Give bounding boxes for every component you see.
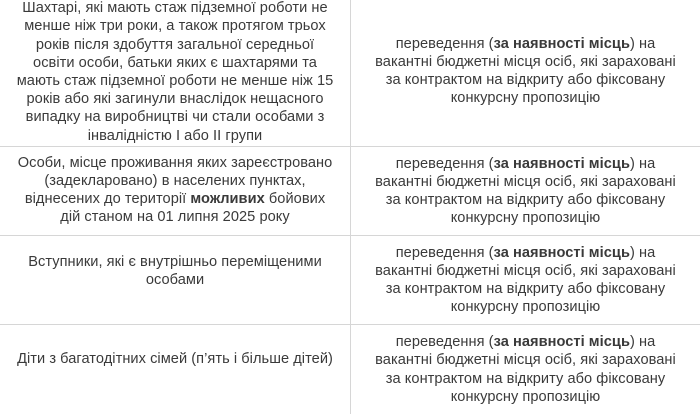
privilege-text-bold: за наявності місць (493, 334, 630, 351)
privilege-text-after: ) на вакантні бюджетні місця осіб, які зараховані за контрактом на відкриту або фіксовану конкурсну пропозицію (375, 35, 676, 107)
privilege-cell (351, 147, 700, 235)
privilege-cell (351, 236, 700, 324)
category-text: Вступники, які є внутрішньо переміщеними особами (28, 253, 322, 288)
privilege-text-before: переведення ( (395, 155, 494, 172)
privilege-text-after: ) на вакантні бюджетні місця осіб, які зараховані за контрактом на відкриту або фіксовану конкурсну пропозицію (375, 334, 676, 405)
privilege-cell (351, 0, 700, 146)
table-row (0, 324, 700, 414)
privilege-text-before: переведення ( (395, 244, 494, 261)
privilege-text-bold: за наявності місць (493, 35, 630, 52)
category-text: Шахтарі, які мають стаж підземної роботи не менше ніж три роки, а також протягом трьох років після здобуття загальної середньої освіти особи, батьки яких є шахтарями та мають стаж підземної роботи не менше ніж 15 років або які загинули внаслідок нещасного випадку на виробництві чи стали особами з інвалідністю I або II групи (16, 0, 334, 144)
privilege-text-bold: за наявності місць (493, 155, 630, 172)
table-row (0, 235, 700, 324)
table-row (0, 146, 700, 235)
category-cell (0, 325, 351, 414)
privilege-text (371, 155, 680, 228)
category-text-before: Особи, місце проживання яких зареєстровано (задекларовано) в населених пунктах, віднесених до території (17, 154, 333, 207)
privilege-cell (351, 325, 700, 414)
category-cell (0, 147, 351, 235)
category-text: Діти з багатодітних сімей (п’ять і більше дітей) (17, 351, 333, 368)
category-text-after: бойових дій станом на 01 липня 2025 року (60, 191, 326, 226)
privilege-text-before: переведення ( (395, 35, 494, 52)
privilege-text (371, 333, 680, 406)
category-text-bold: можливих (190, 191, 265, 207)
category-cell (0, 236, 351, 324)
privilege-text-before: переведення ( (395, 334, 494, 351)
table-row (0, 0, 700, 146)
privilege-text (371, 35, 680, 108)
privilege-text-bold: за наявності місць (493, 244, 630, 261)
privilege-text-after: ) на вакантні бюджетні місця осіб, які зараховані за контрактом на відкриту або фіксовану конкурсну пропозицію (375, 244, 676, 316)
privilege-text-after: ) на вакантні бюджетні місця осіб, які зараховані за контрактом на відкриту або фіксовану конкурсну пропозицію (375, 155, 676, 227)
privilege-text (371, 244, 680, 317)
category-cell (0, 0, 351, 146)
category-text (16, 154, 334, 227)
